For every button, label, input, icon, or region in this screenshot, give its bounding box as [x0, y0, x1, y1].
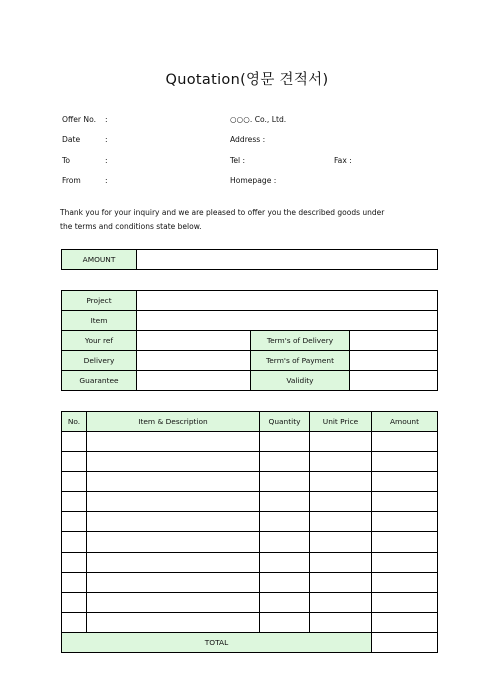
- guarantee-value-cell[interactable]: [137, 371, 251, 391]
- no-cell[interactable]: [62, 452, 87, 472]
- unit-price-cell[interactable]: [310, 472, 372, 492]
- header-amount: Amount: [372, 412, 438, 432]
- no-cell[interactable]: [62, 532, 87, 552]
- validity-value-cell[interactable]: [350, 371, 438, 391]
- table-row: [62, 452, 438, 472]
- company-name: ○○○. Co., Ltd.: [230, 115, 287, 124]
- description-cell[interactable]: [87, 432, 260, 452]
- unit-price-cell[interactable]: [310, 552, 372, 572]
- amount-cell[interactable]: [372, 572, 438, 592]
- quantity-cell[interactable]: [260, 572, 310, 592]
- project-info-table: [61, 290, 438, 391]
- amount-cell[interactable]: [372, 532, 438, 552]
- amount-cell[interactable]: [372, 452, 438, 472]
- project-label: Project: [62, 291, 137, 311]
- item-label: Item: [62, 311, 137, 331]
- no-cell[interactable]: [62, 572, 87, 592]
- quantity-cell[interactable]: [260, 452, 310, 472]
- delivery-value-cell[interactable]: [137, 351, 251, 371]
- terms-payment-label: Term's of Payment: [251, 351, 350, 371]
- unit-price-cell[interactable]: [310, 612, 372, 632]
- description-cell[interactable]: [87, 472, 260, 492]
- description-cell[interactable]: [87, 592, 260, 612]
- quantity-cell[interactable]: [260, 612, 310, 632]
- your-ref-label: Your ref: [62, 331, 137, 351]
- unit-price-cell[interactable]: [310, 492, 372, 512]
- page-title: Quotation(영문 견적서): [165, 72, 329, 88]
- intro-line-1: Thank you for your inquiry and we are pleased to offer you the described goods under: [60, 208, 385, 217]
- unit-price-cell[interactable]: [310, 432, 372, 452]
- offer-no-label: Offer No.: [62, 115, 97, 124]
- amount-cell[interactable]: [372, 432, 438, 452]
- items-table: [61, 411, 438, 653]
- terms-payment-value-cell[interactable]: [350, 351, 438, 371]
- amount-value-cell[interactable]: [137, 250, 438, 270]
- description-cell[interactable]: [87, 552, 260, 572]
- amount-cell[interactable]: [372, 612, 438, 632]
- no-cell[interactable]: [62, 552, 87, 572]
- total-label: TOTAL: [62, 632, 372, 652]
- table-row: [62, 612, 438, 632]
- table-row: [62, 492, 438, 512]
- guarantee-label: Guarantee: [62, 371, 137, 391]
- no-cell[interactable]: [62, 432, 87, 452]
- unit-price-cell[interactable]: [310, 512, 372, 532]
- fax-label: Fax :: [334, 156, 352, 165]
- from-label: From: [62, 176, 81, 185]
- amount-label: AMOUNT: [62, 250, 137, 270]
- table-row: [62, 572, 438, 592]
- quantity-cell[interactable]: [260, 472, 310, 492]
- unit-price-cell[interactable]: [310, 532, 372, 552]
- total-amount-cell[interactable]: [372, 632, 438, 652]
- quantity-cell[interactable]: [260, 532, 310, 552]
- amount-cell[interactable]: [372, 472, 438, 492]
- terms-delivery-value-cell[interactable]: [350, 331, 438, 351]
- items-header-row: [62, 412, 438, 432]
- homepage-label: Homepage :: [230, 176, 277, 185]
- quantity-cell[interactable]: [260, 432, 310, 452]
- table-row: [62, 592, 438, 612]
- to-colon: :: [105, 156, 108, 165]
- total-row: [62, 632, 438, 652]
- date-label: Date: [62, 135, 81, 144]
- terms-delivery-label: Term's of Delivery: [251, 331, 350, 351]
- description-cell[interactable]: [87, 572, 260, 592]
- quantity-cell[interactable]: [260, 512, 310, 532]
- delivery-label: Delivery: [62, 351, 137, 371]
- validity-label: Validity: [251, 371, 350, 391]
- description-cell[interactable]: [87, 492, 260, 512]
- unit-price-cell[interactable]: [310, 572, 372, 592]
- amount-cell[interactable]: [372, 552, 438, 572]
- no-cell[interactable]: [62, 512, 87, 532]
- no-cell[interactable]: [62, 492, 87, 512]
- description-cell[interactable]: [87, 452, 260, 472]
- table-row: [62, 512, 438, 532]
- amount-cell[interactable]: [372, 492, 438, 512]
- project-value-cell[interactable]: [137, 291, 438, 311]
- description-cell[interactable]: [87, 612, 260, 632]
- header-item-description: Item & Description: [87, 412, 260, 432]
- unit-price-cell[interactable]: [310, 592, 372, 612]
- offer-no-colon: :: [105, 115, 108, 124]
- description-cell[interactable]: [87, 512, 260, 532]
- amount-cell[interactable]: [372, 512, 438, 532]
- amount-table: [61, 249, 438, 270]
- from-colon: :: [105, 176, 108, 185]
- no-cell[interactable]: [62, 472, 87, 492]
- table-row: [62, 432, 438, 452]
- no-cell[interactable]: [62, 592, 87, 612]
- intro-line-2: the terms and conditions state below.: [60, 222, 202, 231]
- header-quantity: Quantity: [260, 412, 310, 432]
- your-ref-value-cell[interactable]: [137, 331, 251, 351]
- header-no: No.: [62, 412, 87, 432]
- table-row: [62, 472, 438, 492]
- description-cell[interactable]: [87, 532, 260, 552]
- date-colon: :: [105, 135, 108, 144]
- quantity-cell[interactable]: [260, 492, 310, 512]
- to-label: To: [62, 156, 70, 165]
- tel-label: Tel :: [230, 156, 246, 165]
- quantity-cell[interactable]: [260, 552, 310, 572]
- header-unit-price: Unit Price: [310, 412, 372, 432]
- address-label: Address :: [230, 135, 266, 144]
- table-row: [62, 552, 438, 572]
- unit-price-cell[interactable]: [310, 452, 372, 472]
- table-row: [62, 532, 438, 552]
- no-cell[interactable]: [62, 612, 87, 632]
- item-value-cell[interactable]: [137, 311, 438, 331]
- quantity-cell[interactable]: [260, 592, 310, 612]
- amount-cell[interactable]: [372, 592, 438, 612]
